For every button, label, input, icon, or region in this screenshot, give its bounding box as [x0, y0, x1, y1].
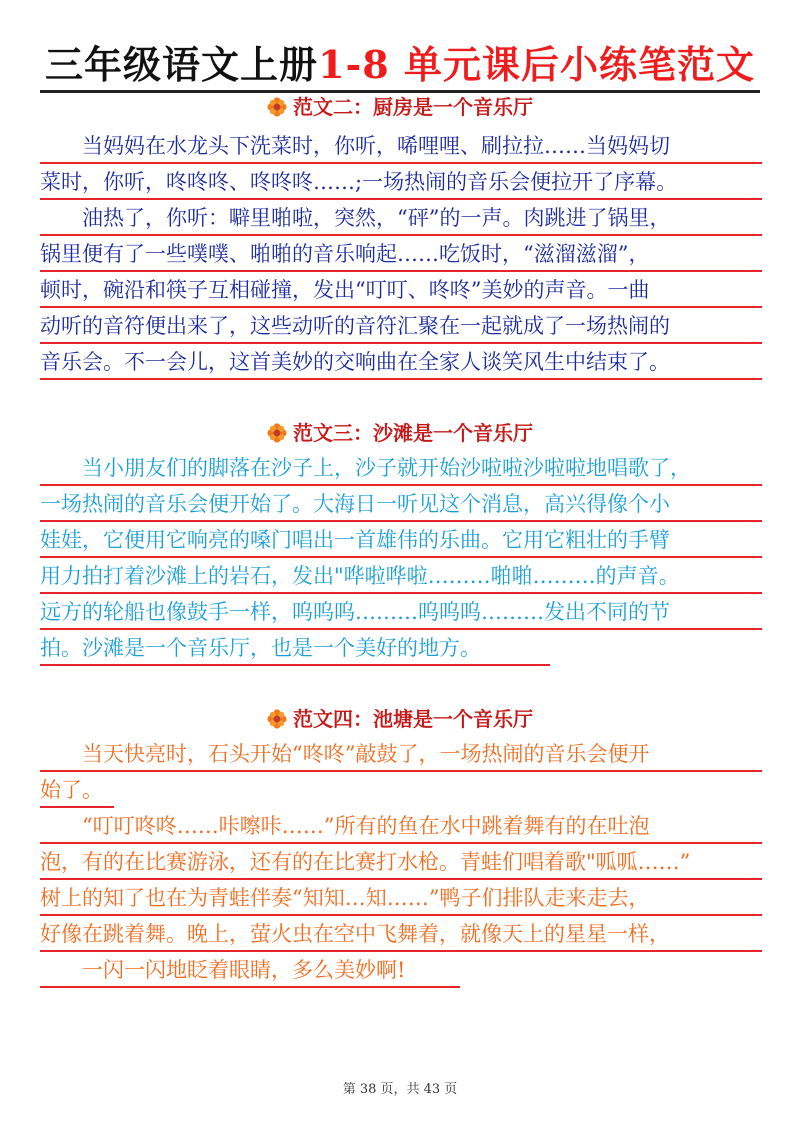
text-line: 一闪一闪地眨着眼睛，多么美妙啊! [40, 952, 460, 988]
text-line: 树上的知了也在为青蛙伴奏“知知…知……”鸭子们排队走来走去， [40, 880, 762, 916]
flower-icon [267, 97, 287, 117]
section-heading [0, 704, 800, 734]
text-line: 顿时，碗沿和筷子互相碰撞，发出“叮叮、咚咚”美妙的声音。一曲 [40, 272, 762, 308]
text-line: 始了。 [40, 772, 114, 808]
text-line: 油热了，你听：噼里啪啦，突然，“砰”的一声。肉跳进了锅里， [40, 200, 762, 236]
section-heading-text: 范文二：厨房是一个音乐厅 [293, 95, 533, 119]
text-line: 当小朋友们的脚落在沙子上，沙子就开始沙啦啦沙啦啦地唱歌了， [40, 450, 762, 486]
section-heading-text: 范文四：池塘是一个音乐厅 [293, 707, 533, 731]
section-heading-text: 范文三：沙滩是一个音乐厅 [293, 421, 533, 445]
page-title-red: 1-8 单元课后小练笔范文 [318, 42, 755, 87]
text-line: 锅里便有了一些噗噗、啪啪的音乐响起……吃饭时，“滋溜滋溜”， [40, 236, 762, 272]
text-line: 动听的音符便出来了，这些动听的音符汇聚在一起就成了一场热闹的 [40, 308, 762, 344]
page-title [0, 40, 800, 90]
text-line: 菜时，你听，咚咚咚、咚咚咚……;一场热闹的音乐会便拉开了序幕。 [40, 164, 762, 200]
page-title-black: 三年级语文上册 [45, 42, 319, 87]
flower-icon [267, 709, 287, 729]
text-line: 娃娃，它便用它响亮的嗓门唱出一首雄伟的乐曲。它用它粗壮的手臂 [40, 522, 762, 558]
section-heading [0, 92, 800, 122]
text-line: 一场热闹的音乐会便开始了。大海日一听见这个消息，高兴得像个小 [40, 486, 762, 522]
flower-icon [267, 423, 287, 443]
page-footer: 第 38 页，共 43 页 [342, 1082, 458, 1097]
text-line: 泡，有的在比赛游泳，还有的在比赛打水枪。青蛙们唱着歌"呱呱……” [40, 844, 762, 880]
text-line: 好像在跳着舞。晚上，萤火虫在空中飞舞着，就像天上的星星一样， [40, 916, 762, 952]
text-line: 用力拍打着沙滩上的岩石，发出"哗啦哗啦………啪啪………的声音。 [40, 558, 762, 594]
text-line: “叮叮咚咚……咔嚓咔……”所有的鱼在水中跳着舞有的在吐泡 [40, 808, 762, 844]
text-line: 拍。沙滩是一个音乐厅，也是一个美好的地方。 [40, 630, 550, 666]
text-line: 远方的轮船也像鼓手一样，呜呜呜………呜呜呜………发出不同的节 [40, 594, 762, 630]
section-heading [0, 418, 800, 448]
text-line: 音乐会。不一会儿，这首美妙的交响曲在全家人谈笑风生中结束了。 [40, 344, 762, 380]
text-line: 当天快亮时，石头开始“咚咚”敲鼓了，一场热闹的音乐会便开 [40, 736, 762, 772]
text-line: 当妈妈在水龙头下洗菜时，你听，唏哩哩、刷拉拉……当妈妈切 [40, 128, 762, 164]
